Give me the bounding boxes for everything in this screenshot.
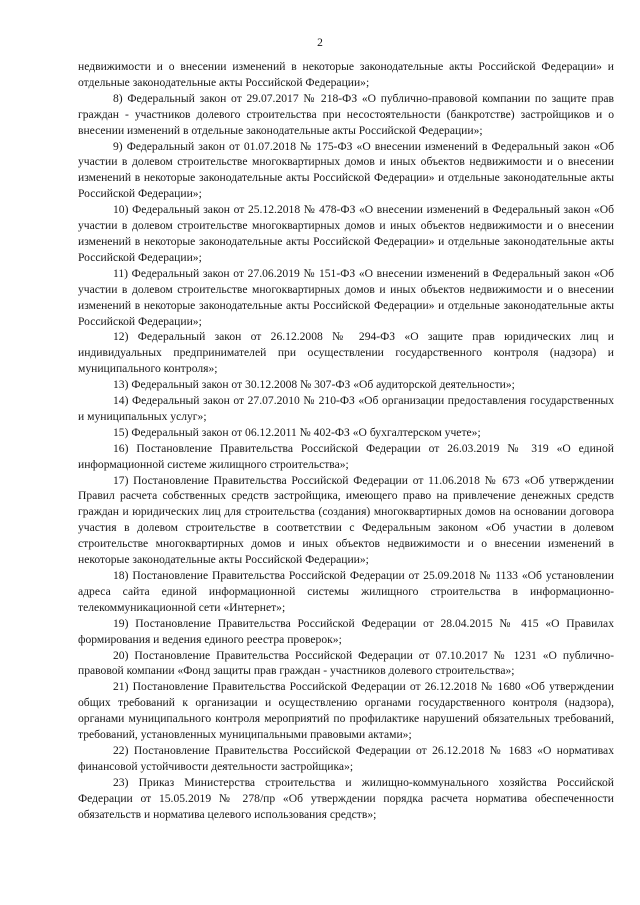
list-item-12: 12) Федеральный закон от 26.12.2008 № 294-ФЗ «О защите прав юридических лиц и индивидуальных предпринимателей при осуществлении государственного контроля (надзора) и муниципального контроля»; [78,330,614,376]
list-item-17: 17) Постановление Правительства Российской Федерации от 11.06.2018 № 673 «Об утверждении Правил расчета собственных средств застройщика, имеющего право на привлечение денежных средств граждан и юридических лиц для строительства (создания) многоквартирных домов на основании договора участия в долевом строительстве в соответствии с Федеральным законом «Об участии в долевом строительстве многоквартирных домов и иных объектов недвижимости и о внесении изменений в некоторые законодательные акты Российской Федерации»; [78,473,614,567]
list-item-19: 19) Постановление Правительства Российской Федерации от 28.04.2015 № 415 «О Правилах формирования и ведения единого реестра проверок»; [78,616,614,646]
list-item-23: 23) Приказ Министерства строительства и жилищно-коммунального хозяйства Российской Федерации от 15.05.2019 № 278/пр «Об утверждении порядка расчета норматива обеспеченности обязательств и норматива целевого использования средств»; [78,775,614,821]
list-item-16: 16) Постановление Правительства Российской Федерации от 26.03.2019 № 319 «О единой информационной системе жилищного строительства»; [78,441,614,471]
paragraph-continuation: недвижимости и о внесении изменений в некоторые законодательные акты Российской Федерации» и отдельные законодательные акты Российской Федерации»; [78,60,614,89]
list-item-21: 21) Постановление Правительства Российской Федерации от 26.12.2018 № 1680 «Об утверждении общих требований к организации и осуществлению органами государственного контроля (надзора), органами муниципального контроля мероприятий по профилактике нарушений обязательных требований, требований, установленных муниципальными правовыми актами»; [78,680,614,742]
page-number: 2 [317,37,323,49]
list-item-20: 20) Постановление Правительства Российской Федерации от 07.10.2017 № 1231 «О публично-правовой компании «Фонд защиты прав граждан - участников долевого строительства»; [78,648,614,678]
list-item-22: 22) Постановление Правительства Российской Федерации от 26.12.2018 № 1683 «О нормативах финансовой устойчивости деятельности застройщика»; [78,743,614,773]
list-item-14: 14) Федеральный закон от 27.07.2010 № 210-ФЗ «Об организации предоставления государственных и муниципальных услуг»; [78,394,614,423]
list-item-9: 9) Федеральный закон от 01.07.2018 № 175-ФЗ «О внесении изменений в Федеральный закон «Об участии в долевом строительстве многоквартирных домов и иных объектов недвижимости и о внесении изменений в некоторые законодательные акты Российской Федерации» и отдельные законодательные акты Российской Федерации»; [78,139,614,201]
list-item-8: 8) Федеральный закон от 29.07.2017 № 218-ФЗ «О публично-правовой компании по защите прав граждан - участников долевого строительства при несостоятельности (банкротстве) застройщиков и о внесении изменений в отдельные законодательные акты Российской Федерации»; [78,91,614,137]
document-body [78,59,614,823]
list-item-18: 18) Постановление Правительства Российской Федерации от 25.09.2018 № 1133 «Об установлении адреса сайта единой информационной системы жилищного строительства в информационно-телекоммуникационной сети «Интернет»; [78,569,614,614]
list-item-13: 13) Федеральный закон от 30.12.2008 № 307-ФЗ «Об аудиторской деятельности»; [113,378,515,392]
list-item-10: 10) Федеральный закон от 25.12.2018 № 478-ФЗ «О внесении изменений в Федеральный закон «Об участии в долевом строительстве многоквартирных домов и иных объектов недвижимости и о внесении изменений в некоторые законодательные акты Российской Федерации» и отдельные законодательные акты Российской Федерации»; [78,203,614,264]
list-item-11: 11) Федеральный закон от 27.06.2019 № 151-ФЗ «О внесении изменений в Федеральный закон «Об участии в долевом строительстве многоквартирных домов и иных объектов недвижимости и о внесении изменений в некоторые законодательные акты Российской Федерации» и отдельные законодательные акты Российской Федерации»; [78,266,614,328]
list-item-15: 15) Федеральный закон от 06.12.2011 № 402-ФЗ «О бухгалтерском учете»; [113,425,481,439]
